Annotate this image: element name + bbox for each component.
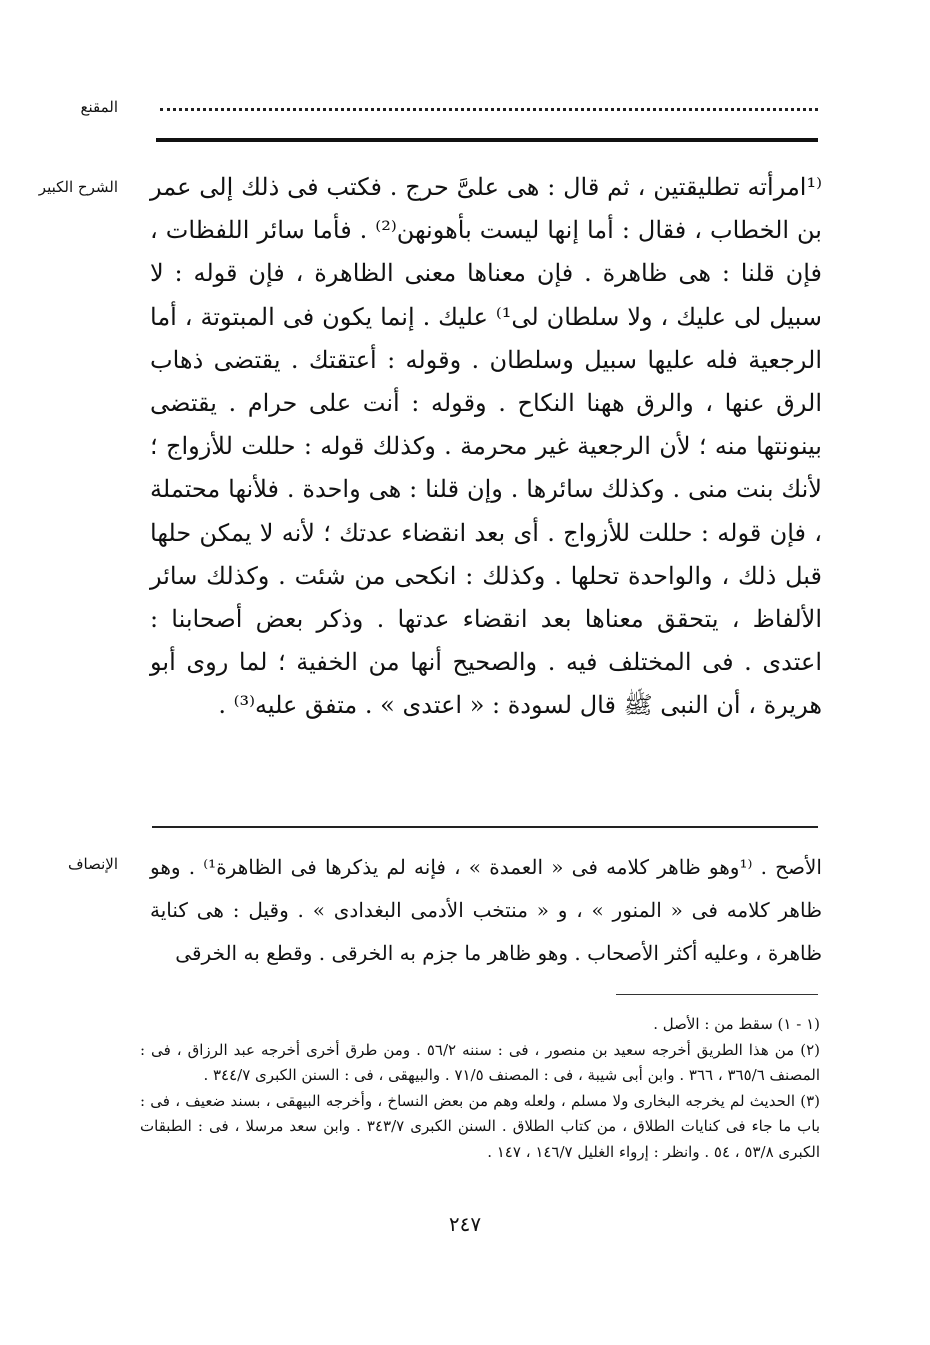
main-commentary-text: ⁽¹امرأته تطليقتين ، ثم قال : هى علىَّ حرج . فكتب فى ذلك إلى عمر بن الخطاب ، فقال : أما إنها ليست بأهونهن⁽²⁾ . فأما سائر اللفظات ، فإن قلنا : هى ظاهرة . فإن معناها معنى الظاهرة ، فإن قوله : لا سبيل لى عليك ، ولا سلطان لى¹⁾ عليك . إنما يكون فى المبتوتة ، أما الرجعية فله عليها سبيل وسلطان . وقوله : أعتقتك . يقتضى ذهاب الرق عنها ، والرق ههنا النكاح . وقوله : أنت على حرام . يقتضى بينونتها منه ؛ لأن الرجعية غير محرمة . وكذلك قوله : حللت للأزواج ؛ لأنك بنت منى . وكذلك سائرها . وإن قلنا : هى واحدة . فلأنها محتملة ، فإن قوله : حللت للأزواج . أى بعد انقضاء عدتك ؛ لأنه لا يمكن حلها قبل ذلك ، والواحدة تحلها . وكذلك : انكحى من شئت . وكذلك سائر الألفاظ ، يتحقق معناها بعد انقضاء عدتها . وذكر بعض أصحابنا : اعتدى . فى المختلف فيه . والصحيح أنها من الخفية ؛ لما روى أبو هريرة ، أن النبى ﷺ قال لسودة : « اعتدى » . متفق عليه⁽³⁾ . — [150, 173, 823, 720]
section-divider — [152, 826, 818, 828]
footnotes — [140, 1012, 820, 1165]
footnote-rule — [616, 994, 818, 995]
insaf-text: الأصح . ⁽¹وهو ظاهر كلامه فى « العمدة » ، فإنه لم يذكرها فى الظاهرة¹⁾ . وهو ظاهر كلامه فى « المنور » ، و « منتخب الأدمى البغدادى » . وقيل : هى كناية ظاهرة ، وعليه أكثر الأصحاب . وهو ظاهر ما جزم به الخرقى . وقطع به الخرقى — [150, 855, 822, 965]
section-label-sharh: الشرح الكبير — [38, 178, 118, 196]
footnote-3: (٣) الحديث لم يخرجه البخارى ولا مسلم ، ولعله وهم من بعض النساخ ، وأخرجه البيهقى ، بسند ضعيف ، فى : باب ما جاء فى كنايات الطلاق ، من كتاب الطلاق . السنن الكبرى ٣٤٣/٧ . وابن سعد مرسلا ، فى : الطبقات الكبرى ٥٣/٨ ، ٥٤ . وانظر : إرواء الغليل ١٤٦/٧ ، ١٤٧ . — [140, 1091, 821, 1161]
running-header-title: المقنع — [80, 98, 118, 116]
footnote-2: (٢) من هذا الطريق أخرجه سعيد بن منصور ، فى : سننه ٥٦/٢ . ومن طرق أخرى أخرجه عبد الرزاق ، فى : المصنف ٣٦٥/٦ ، ٣٦٦ . وابن أبى شيبة ، فى : المصنف ٧١/٥ . والبيهقى ، فى : السنن الكبرى ٣٤٤/٧ . — [140, 1040, 821, 1084]
header-dotted-rule — [160, 108, 818, 111]
header-rule — [156, 138, 818, 142]
footnote-1: (١ - ١) سقط من : الأصل . — [653, 1015, 820, 1033]
section-label-insaf: الإنصاف — [67, 855, 118, 873]
page-number: ٢٤٧ — [448, 1212, 482, 1236]
